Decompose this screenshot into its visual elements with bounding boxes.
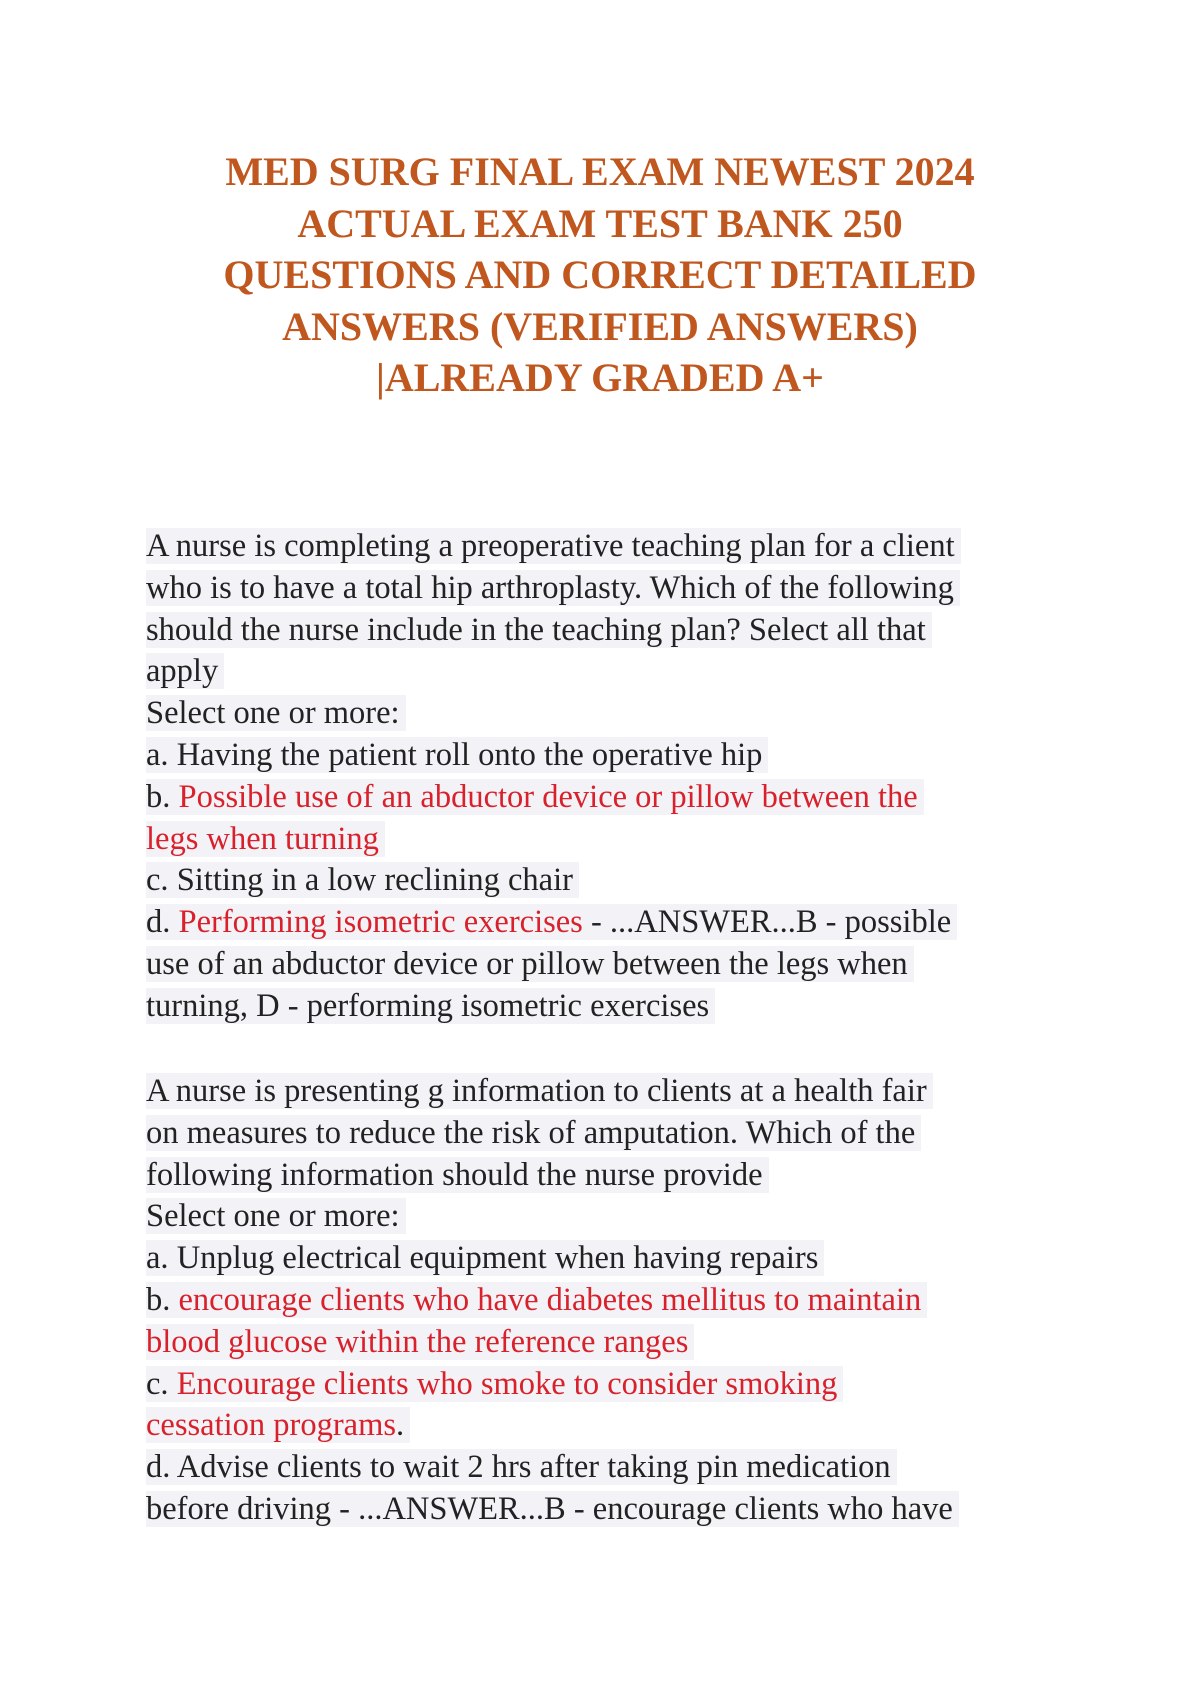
option-c-correct: c. Encourage clients who smoke to consider smoking — [146, 1364, 1066, 1406]
title-line: |ALREADY GRADED A+ — [376, 355, 824, 400]
answer-key-line: before driving - ...ANSWER...B - encourage clients who have — [146, 1489, 1066, 1531]
select-prompt: Select one or more: — [146, 1196, 1066, 1238]
question-block-1 — [146, 526, 1066, 1028]
option-c-correct-cont: cessation programs. — [146, 1405, 1066, 1447]
answer-key-line: use of an abductor device or pillow between the legs when — [146, 944, 1066, 986]
question-stem-line: should the nurse include in the teaching plan? Select all that — [146, 610, 1066, 652]
title-line: MED SURG FINAL EXAM NEWEST 2024 — [225, 149, 975, 194]
question-stem-line: who is to have a total hip arthroplasty. Which of the following — [146, 568, 1066, 610]
option-b-correct: b. Possible use of an abductor device or pillow between the — [146, 777, 1066, 819]
answer-key: - ...ANSWER...B - possible — [582, 904, 952, 941]
question-stem-line: apply — [146, 651, 1066, 693]
question-stem-line: A nurse is completing a preoperative teaching plan for a client — [146, 526, 1066, 568]
option-d: d. Advise clients to wait 2 hrs after taking pin medication — [146, 1447, 1066, 1489]
option-c: c. Sitting in a low reclining chair — [146, 860, 1066, 902]
option-b-correct-cont: blood glucose within the reference ranges — [146, 1322, 1066, 1364]
select-prompt: Select one or more: — [146, 693, 1066, 735]
question-stem-line: on measures to reduce the risk of amputation. Which of the — [146, 1113, 1066, 1155]
option-d-correct: d. Performing isometric exercises - ...ANSWER...B - possible — [146, 902, 1066, 944]
option-a: a. Unplug electrical equipment when having repairs — [146, 1238, 1066, 1280]
question-block-2 — [146, 1071, 1066, 1531]
question-stem-line: following information should the nurse provide — [146, 1155, 1066, 1197]
option-b-correct: b. encourage clients who have diabetes mellitus to maintain — [146, 1280, 1066, 1322]
document-title — [150, 146, 1050, 404]
option-a: a. Having the patient roll onto the operative hip — [146, 735, 1066, 777]
question-stem-line: A nurse is presenting g information to clients at a health fair — [146, 1071, 1066, 1113]
title-line: ANSWERS (VERIFIED ANSWERS) — [282, 303, 918, 349]
answer-key-line: turning, D - performing isometric exercises — [146, 986, 1066, 1028]
option-b-correct-cont: legs when turning — [146, 819, 1066, 861]
title-line: QUESTIONS AND CORRECT DETAILED — [223, 252, 977, 297]
title-line: ACTUAL EXAM TEST BANK 250 — [297, 200, 903, 246]
